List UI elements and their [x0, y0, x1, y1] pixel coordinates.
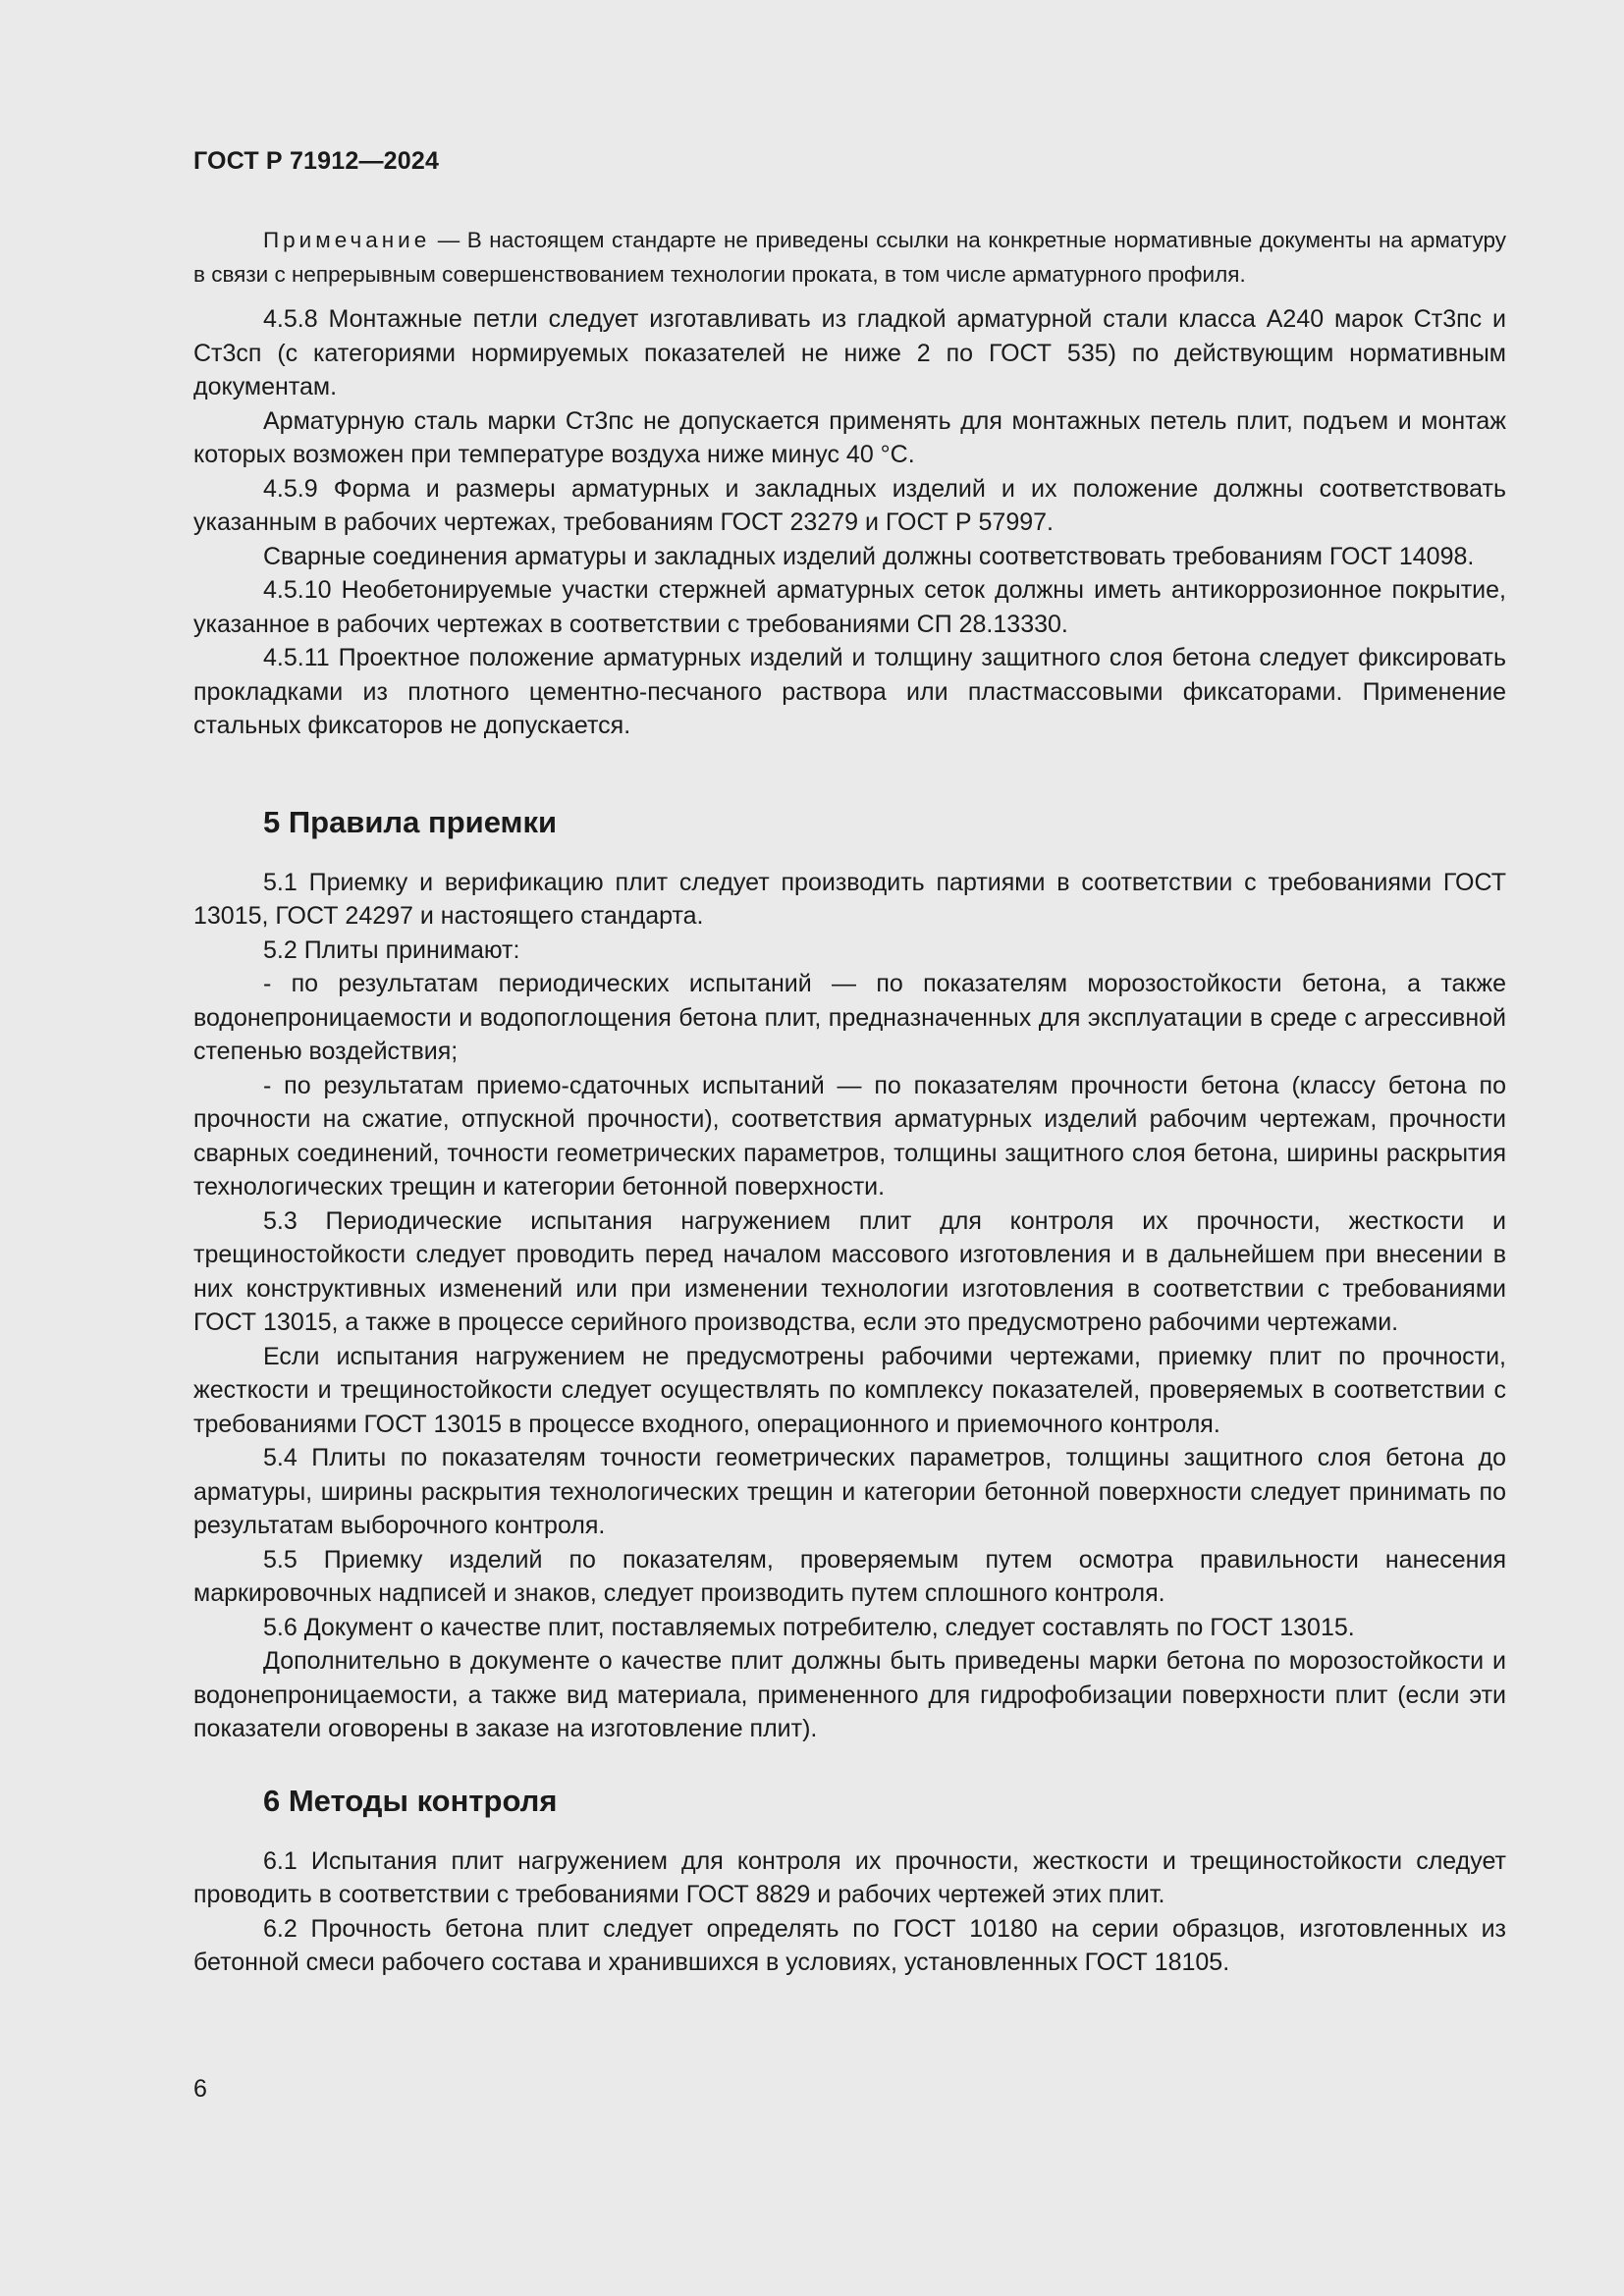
paragraph-4-5-8-cont: Арматурную сталь марки Ст3пс не допускается применять для монтажных петель плит, подъем и монтаж которых возможен при температуре воздуха ниже минус 40 °С. [193, 406, 1506, 468]
paragraph-5-5: 5.5 Приемку изделий по показателям, проверяемым путем осмотра правильности нанесения маркировочных надписей и знаков, следует производить путем сплошного контроля. [193, 1545, 1506, 1607]
note-label: Примечание [263, 228, 431, 252]
paragraph-5-3-cont: Если испытания нагружением не предусмотрены рабочими чертежами, приемку плит по прочности, жесткости и трещиностойкости следует осуществлять по комплексу показателей, проверяемых в соответствии с требованиями ГОСТ 13015 в процессе входного, операционного и приемочного контроля. [193, 1342, 1506, 1438]
note-paragraph [193, 223, 1506, 292]
paragraph-5-6: 5.6 Документ о качестве плит, поставляемых потребителю, следует составлять по ГОСТ 13015. [263, 1613, 1355, 1641]
note-text: — В настоящем стандарте не приведены ссылки на конкретные нормативные документы на арматуру в связи с непрерывным совершенствованием технологии проката, в том числе арматурного профиля. [193, 228, 1506, 287]
paragraph-4-5-9-cont: Сварные соединения арматуры и закладных изделий должны соответствовать требованиям ГОСТ 14098. [263, 542, 1475, 570]
paragraph-4-5-8: 4.5.8 Монтажные петли следует изготавливать из гладкой арматурной стали класса А240 марок Ст3пс и Ст3сп (с категориями нормируемых показателей не ниже 2 по ГОСТ 535) по действующим нормативным документам. [193, 305, 1506, 400]
paragraph-5-4: 5.4 Плиты по показателям точности геометрических параметров, толщины защитного слоя бетона до арматуры, ширины раскрытия технологических трещин и категории бетонной поверхности следует принимать по результатам выборочного контроля. [193, 1444, 1506, 1539]
paragraph-5-6-cont: Дополнительно в документе о качестве плит должны быть приведены марки бетона по морозостойкости и водонепроницаемости, а также вид материала, примененного для гидрофобизации поверхности плит (если эти показатели оговорены в заказе на изготовление плит). [193, 1647, 1506, 1742]
section-6-heading: 6 Методы контроля [263, 1783, 558, 1818]
paragraph-5-1: 5.1 Приемку и верификацию плит следует производить партиями в соответствии с требованиями ГОСТ 13015, ГОСТ 24297 и настоящего стандарта. [193, 868, 1506, 930]
document-header: ГОСТ Р 71912—2024 [193, 147, 440, 175]
paragraph-6-1: 6.1 Испытания плит нагружением для контроля их прочности, жесткости и трещиностойкости следует проводить в соответствии с требованиями ГОСТ 8829 и рабочих чертежей этих плит. [193, 1846, 1506, 1908]
paragraph-4-5-11: 4.5.11 Проектное положение арматурных изделий и толщину защитного слоя бетона следует фиксировать прокладками из плотного цементно-песчаного раствора или пластмассовыми фиксаторами. Применение стальных фиксаторов не допускается. [193, 644, 1506, 739]
paragraph-5-3: 5.3 Периодические испытания нагружением плит для контроля их прочности, жесткости и трещиностойкости следует проводить перед началом массового изготовления и в дальнейшем при внесении в них конструктивных изменений или при изменении технологии изготовления в соответствии с требованиями ГОСТ 13015, а также в процессе серийного производства, если это предусмотрено рабочими чертежами. [193, 1206, 1506, 1336]
list-item-periodic-tests: - по результатам периодических испытаний — по показателям морозостойкости бетона, а также водонепроницаемости и водопоглощения бетона плит, предназначенных для эксплуатации в среде с агрессивной степенью воздействия; [193, 970, 1506, 1065]
page-number: 6 [193, 2075, 207, 2103]
page-content [193, 223, 1506, 1980]
paragraph-4-5-9: 4.5.9 Форма и размеры арматурных и закладных изделий и их положение должны соответствовать указанным в рабочих чертежах, требованиям ГОСТ 23279 и ГОСТ Р 57997. [193, 474, 1506, 536]
paragraph-6-2: 6.2 Прочность бетона плит следует определять по ГОСТ 10180 на серии образцов, изготовленных из бетонной смеси рабочего состава и хранившихся в условиях, установленных ГОСТ 18105. [193, 1914, 1506, 1976]
list-item-acceptance-tests: - по результатам приемо-сдаточных испытаний — по показателям прочности бетона (классу бетона по прочности на сжатие, отпускной прочности), соответствия арматурных изделий рабочим чертежам, прочности сварных соединений, точности геометрических параметров, толщины защитного слоя бетона, ширины раскрытия технологических трещин и категории бетонной поверхности. [193, 1071, 1506, 1201]
paragraph-4-5-10: 4.5.10 Необетонируемые участки стержней арматурных сеток должны иметь антикоррозионное покрытие, указанное в рабочих чертежах в соответствии с требованиями СП 28.13330. [193, 576, 1506, 638]
paragraph-5-2: 5.2 Плиты принимают: [263, 935, 520, 964]
section-5-heading: 5 Правила приемки [263, 804, 558, 839]
